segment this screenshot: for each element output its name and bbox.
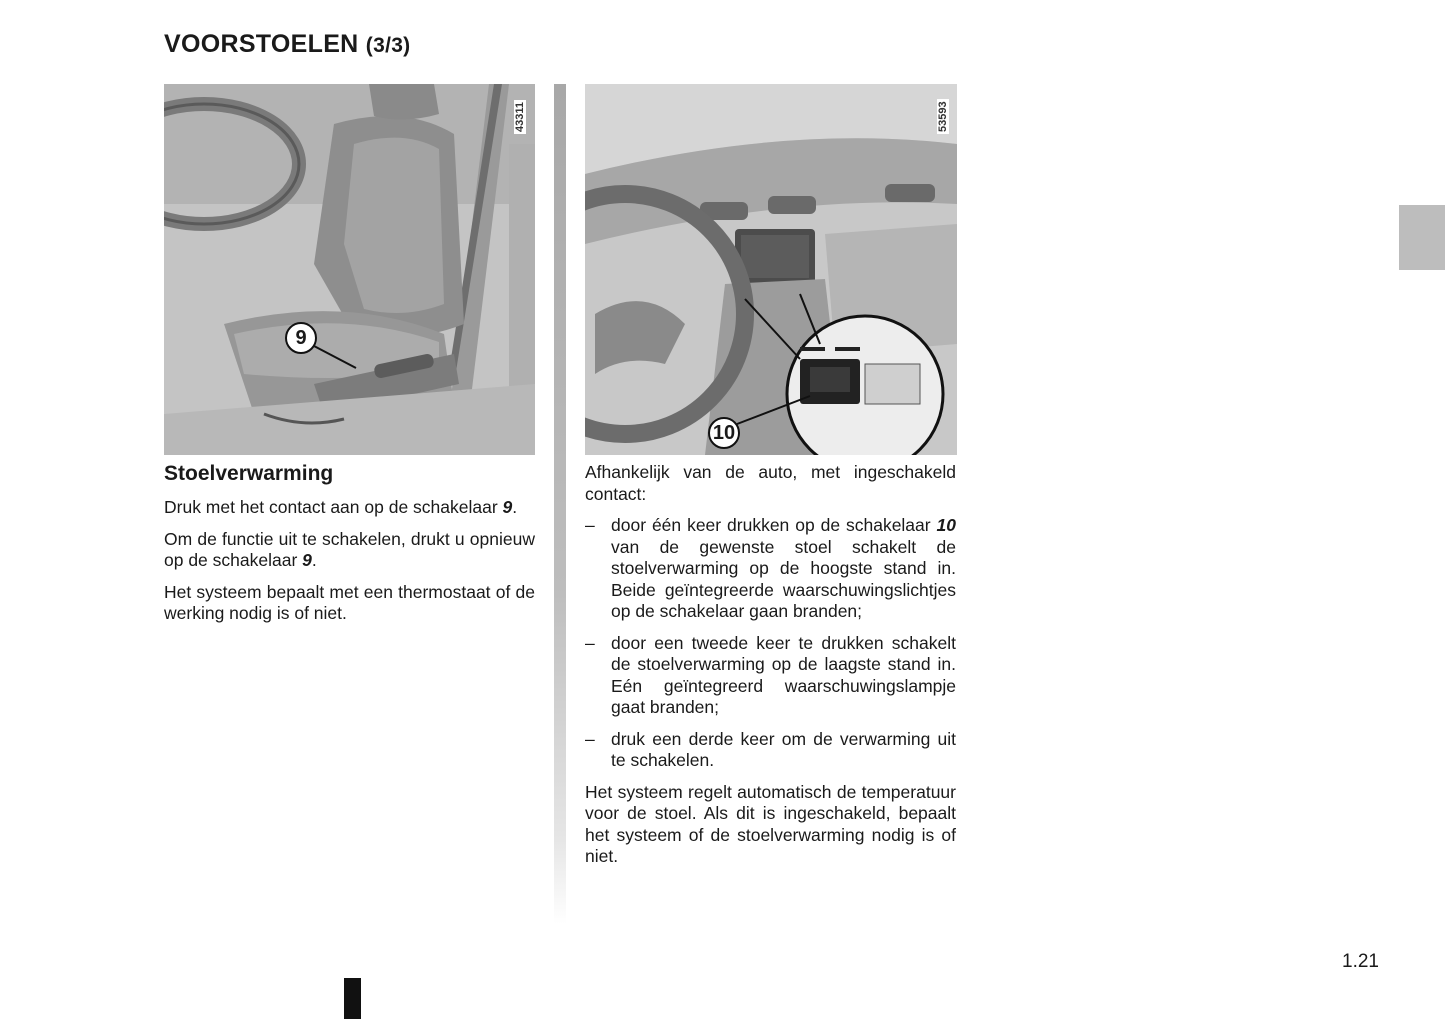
chapter-side-tab (1399, 205, 1445, 270)
paragraph: Afhankelijk van de auto, met ingeschakeld contact: (585, 462, 956, 504)
section-heading: Stoelverwarming (164, 462, 334, 485)
callout-switch-9: 9 (285, 322, 317, 354)
print-marker (344, 978, 361, 1019)
page-title (164, 30, 410, 59)
right-text-column (585, 462, 956, 878)
column-divider (554, 84, 566, 924)
figure-code: 53593 (937, 101, 949, 132)
figure-code: 43311 (514, 102, 526, 132)
bullet-list (585, 515, 956, 772)
page-title-suffix: (3/3) (365, 34, 411, 57)
paragraph: Om de functie uit te schakelen, drukt u opnieuw op de schakelaar 9. (164, 528, 535, 570)
list-item: – door één keer drukken op de schakelaar 10 van de gewenste stoel schakelt de stoelverwarming op de hoogste stand in. Beide geïntegreerde waarschuwingslichtjes op de schakelaar gaan branden; (585, 515, 956, 621)
page-number: 1.21 (1342, 951, 1379, 972)
figure-dashboard (585, 84, 957, 455)
switch-reference: 10 (936, 515, 956, 535)
dashboard-illustration (585, 84, 957, 455)
left-text-column (164, 497, 535, 635)
seat-illustration (164, 84, 535, 455)
list-item: – door een tweede keer te drukken schakelt de stoelverwarming op de laagste stand in. Eén geïntegreerd waarschuwingslampje gaat branden; (585, 632, 956, 717)
switch-reference: 9 (502, 497, 513, 517)
callout-switch-10: 10 (708, 417, 740, 449)
figure-seat (164, 84, 535, 455)
paragraph: Het systeem regelt automatisch de temperatuur voor de stoel. Als dit is ingeschakeld, bepaalt het systeem of de stoelverwarming nodig is of niet. (585, 781, 956, 866)
paragraph: Het systeem bepaalt met een thermostaat of de werking nodig is of niet. (164, 581, 535, 623)
paragraph: Druk met het contact aan op de schakelaar 9. (164, 497, 518, 517)
switch-reference: 9 (302, 550, 312, 570)
page-title-text: VOORSTOELEN (164, 30, 359, 58)
list-item: – druk een derde keer om de verwarming uit te schakelen. (585, 728, 956, 770)
